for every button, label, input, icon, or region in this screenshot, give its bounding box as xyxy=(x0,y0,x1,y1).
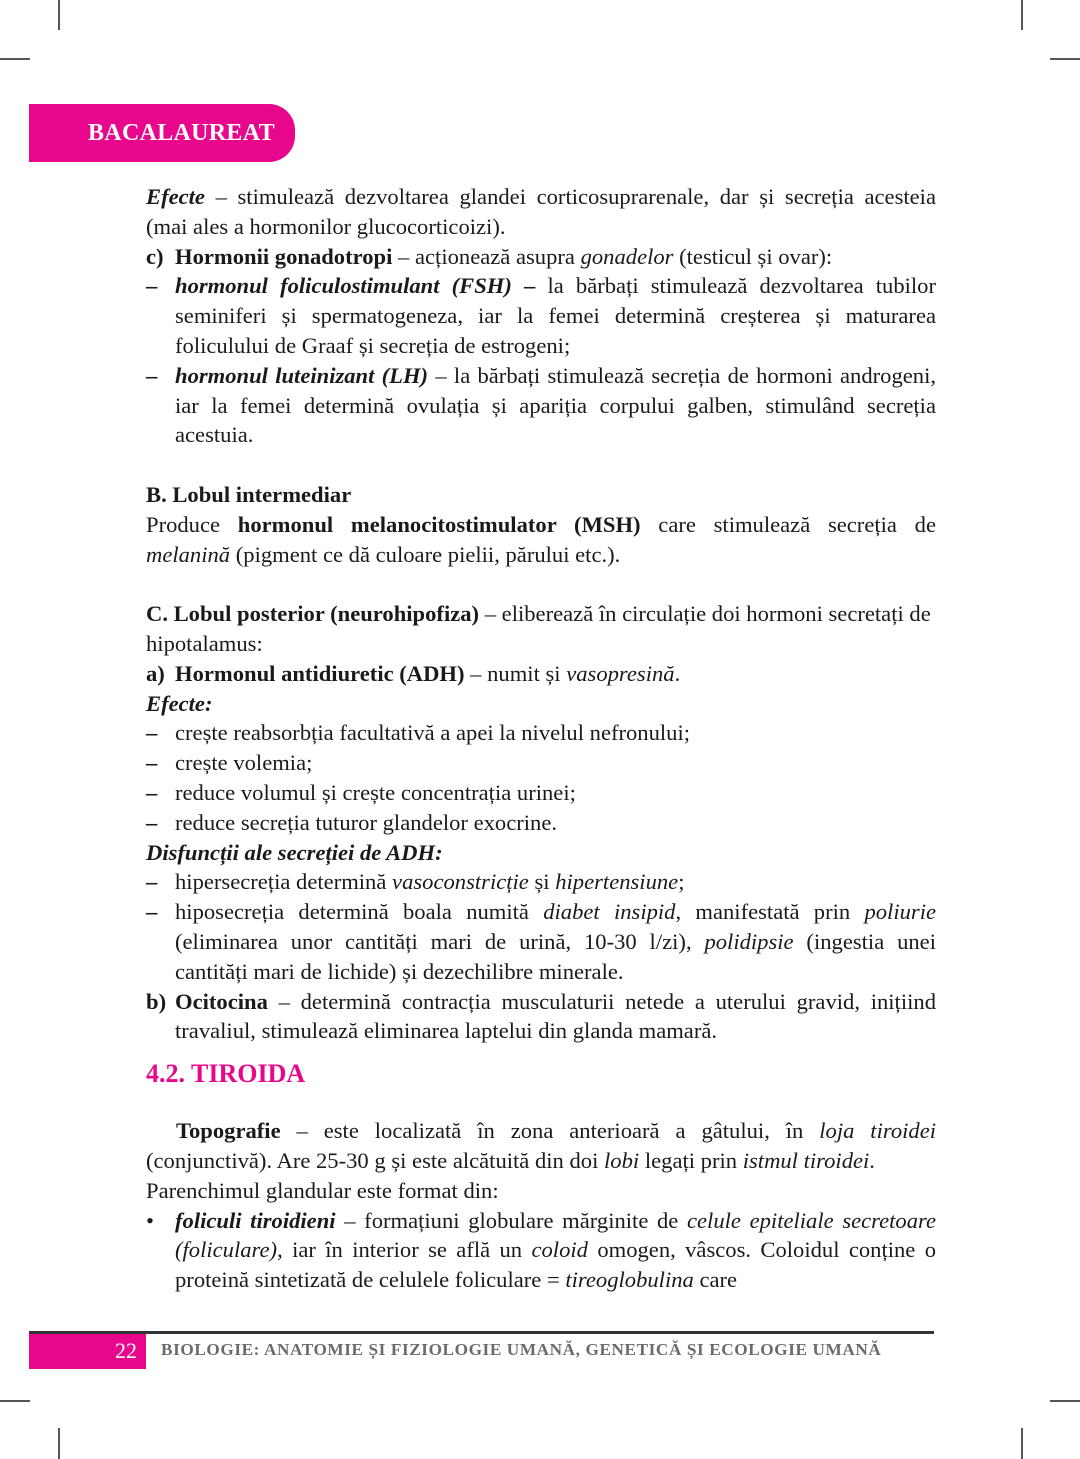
bacalaureat-tab xyxy=(29,104,295,162)
footer-rule xyxy=(29,1331,934,1334)
section-c-text: C. Lobul posterior (neurohipofiza) – eliberează în circulație doi hormoni secretați de hipotalamus: xyxy=(146,601,931,656)
efecte-list-item: – crește reabsorbția facultativă a apei la nivelul nefronului; xyxy=(146,720,691,746)
crop-mark xyxy=(58,0,60,30)
section-heading-tiroida: 4.2. TIROIDA xyxy=(146,1059,306,1089)
tab-label: BACALAUREAT xyxy=(88,120,275,146)
efecte-list-item: – crește volemia; xyxy=(146,750,313,776)
adh-item: a) Hormonul antidiuretic (ADH) – numit și vasopresină. xyxy=(146,660,681,686)
crop-mark xyxy=(1050,1400,1080,1402)
crop-mark xyxy=(58,1428,60,1459)
disfunctii-label: Disfuncții ale secreției de ADH: xyxy=(146,839,443,865)
page-content xyxy=(146,182,936,1295)
hipersecretie-item: – hipersecreția determină vasoconstricție și hipertensiune; xyxy=(146,869,685,895)
foliculi-item: • foliculi tiroidieni – formațiuni globulare mărginite de celule epiteliale secretoare (foliculare), iar în interior se află un coloid omogen, vâscos. Coloidul conține o proteină sintetizată de celulele foliculare = tireoglobulina care xyxy=(146,1207,936,1293)
topografie-paragraph: Topografie – este localizată în zona anterioară a gâtului, în loja tiroidei (conjunctivă). Are 25-30 g și este alcătuită din doi lobi legați prin istmul tiroidei. xyxy=(146,1118,936,1173)
ocitocina-item: b) Ocitocina – determină contracția musculaturii netede a uterului gravid, inițiind travaliul, stimulează eliminarea laptelui din glanda mamară. xyxy=(146,988,936,1044)
hiposecretie-item: – hiposecreția determină boala numită diabet insipid, manifestată prin poliurie (eliminarea unor cantități mari de urină, 10-30 l/zi), polidipsie (ingestia unei cantități mari de lichide) și dezechilibre minerale. xyxy=(146,899,936,984)
efecte-list-item: – reduce secreția tuturor glandelor exocrine. xyxy=(146,809,558,835)
parenchim-text: Parenchimul glandular este format din: xyxy=(146,1177,499,1203)
efecte-label: Efecte: xyxy=(146,690,213,716)
fsh-item: – hormonul foliculostimulant (FSH) – la bărbați stimulează dezvoltarea tubilor seminiferi și spermatogeneza, iar la femei determină creșterea și maturarea foliculului de Graaf și secreția de estrogeni; xyxy=(146,273,936,358)
efecte-paragraph: Efecte – stimulează dezvoltarea glandei corticosuprarenale, dar și secreția acesteia (mai ales a hormonilor glucocorticoizi). xyxy=(146,184,936,239)
page-number: 22 xyxy=(115,1338,137,1363)
crop-mark xyxy=(1050,58,1080,60)
page-number-box xyxy=(29,1334,146,1369)
crop-mark xyxy=(0,58,30,60)
section-b-title: B. Lobul intermediar xyxy=(146,481,352,507)
efecte-list-item: – reduce volumul și crește concentrația urinei; xyxy=(146,779,576,805)
crop-mark xyxy=(1021,0,1023,30)
gonadotropi-item: c) Hormonii gonadotropi – acționează asupra gonadelor (testicul și ovar): xyxy=(146,243,833,269)
crop-mark xyxy=(0,1400,30,1402)
lh-item: – hormonul luteinizant (LH) – la bărbați stimulează secreția de hormoni androgeni, iar la femei determină ovulația și apariția corpului galben, stimulând secreția acestuia. xyxy=(146,362,936,448)
section-b-text: Produce hormonul melanocitostimulator (MSH) care stimulează secreția de melanină (pigment ce dă culoare pielii, părului etc.). xyxy=(146,511,936,567)
crop-mark xyxy=(1021,1428,1023,1459)
book-title: BIOLOGIE: ANATOMIE ȘI FIZIOLOGIE UMANĂ, GENETICĂ ȘI ECOLOGIE UMANĂ xyxy=(161,1340,882,1359)
